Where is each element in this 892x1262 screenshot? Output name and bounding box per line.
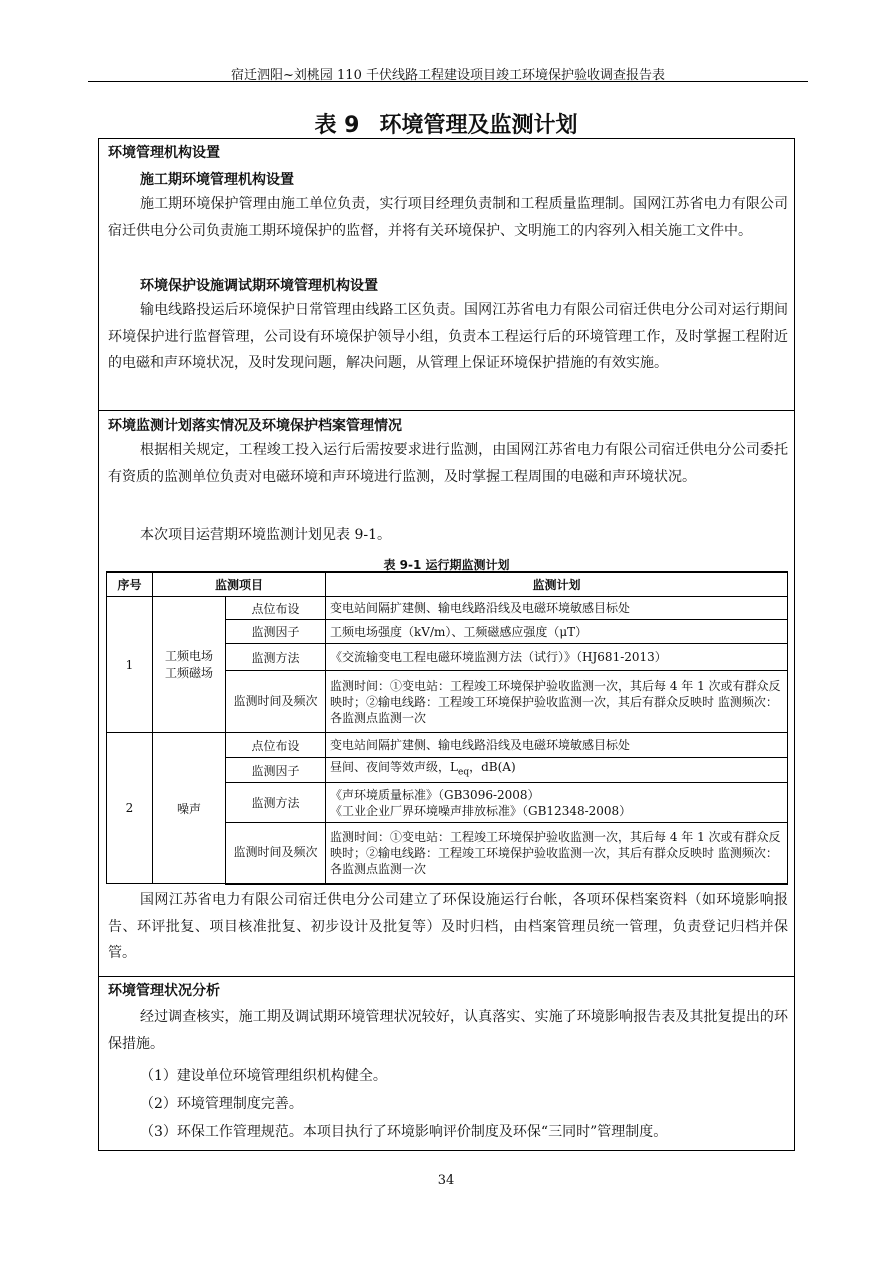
row-plan: 变电站间隔扩建侧、输电线路沿线及电磁环境敏感目标处 — [326, 597, 788, 620]
page-number: 34 — [437, 1173, 455, 1188]
group-seq: 1 — [107, 597, 153, 733]
monitoring-plan-table — [106, 571, 788, 885]
list-item: （3）环保工作管理规范。本项目执行了环境影响评价制度及环保“三同时”管理制度。 — [140, 1124, 668, 1140]
row-label: 监测时间及频次 — [226, 823, 326, 884]
paragraph-commissioning-period: 输电线路投运后环境保护日常管理由线路工区负责。国网江苏省电力有限公司宿迁供电分公司对运行期间环境保护进行监督管理，公司设有环境保护领导小组，负责本工程运行后的环境管理工作，及时掌握工程附近的电磁和声环境状况，及时发现问题，解决问题，从管理上保证环境保护措施的有效实施。 — [108, 302, 788, 371]
row-label: 监测方法 — [226, 783, 326, 823]
group-name: 噪声 — [153, 733, 226, 884]
row-plan: 变电站间隔扩建侧、输电线路沿线及电磁环境敏感目标处 — [326, 733, 788, 758]
content-frame — [98, 138, 795, 1151]
group-seq: 2 — [107, 733, 153, 884]
row-plan: 《交流输变电工程电磁环境监测方法（试行）》（HJ681-2013） — [326, 644, 788, 671]
section-heading-monitoring-plan: 环境监测计划落实情况及环境保护档案管理情况 — [108, 418, 402, 434]
header-item: 监测项目 — [153, 572, 326, 597]
plan-text: ，dB(A) — [469, 760, 516, 775]
table-row — [107, 597, 788, 620]
section-heading-management-analysis: 环境管理状况分析 — [108, 983, 220, 999]
paragraph-analysis: 经过调查核实，施工期及调试期环境管理状况较好，认真落实、实施了环境影响报告表及其批复提出的环保措施。 — [108, 1009, 788, 1052]
list-item: （2）环境管理制度完善。 — [140, 1096, 303, 1112]
subheading-construction-period: 施工期环境管理机构设置 — [140, 172, 294, 188]
page-title-number: 表 9 — [314, 113, 360, 138]
group-name: 工频电场 工频磁场 — [153, 597, 226, 733]
plan-subscript: eq — [458, 767, 470, 778]
paragraph-table-reference: 本次项目运营期环境监测计划见表 9-1。 — [140, 527, 391, 543]
paragraph-construction-period: 施工期环境保护管理由施工单位负责，实行项目经理负责制和工程质量监理制。国网江苏省电力有限公司宿迁供电分公司负责施工期环境保护的监督，并将有关环境保护、文明施工的内容列入相关施工文件中。 — [108, 196, 788, 239]
row-label: 监测方法 — [226, 644, 326, 671]
plan-text: 昼间、夜间等效声级，L — [330, 760, 458, 775]
subheading-commissioning-period: 环境保护设施调试期环境管理机构设置 — [140, 278, 378, 294]
row-label: 点位布设 — [226, 733, 326, 758]
row-label: 点位布设 — [226, 597, 326, 620]
table-caption: 表 9-1 运行期监测计划 — [383, 558, 510, 572]
row-plan — [326, 758, 788, 783]
paragraph-monitoring-requirement: 根据相关规定，工程竣工投入运行后需按要求进行监测，由国网江苏省电力有限公司宿迁供电分公司委托有资质的监测单位负责对电磁环境和声环境进行监测，及时掌握工程周围的电磁和声环境状况。 — [108, 442, 788, 485]
row-label: 监测因子 — [226, 758, 326, 783]
running-header: 宿迁泗阳~刘桃园 110 千伏线路工程建设项目竣工环境保护验收调查报告表 — [231, 68, 665, 83]
row-plan: 《声环境质量标准》（GB3096-2008） 《工业企业厂界环境噪声排放标准》（GB12348-2008） — [326, 783, 788, 823]
table-header-row — [107, 572, 788, 597]
header-rule — [88, 81, 808, 82]
page-title-text: 环境管理及监测计划 — [379, 113, 578, 138]
list-item: （1）建设单位环境管理组织机构健全。 — [140, 1068, 387, 1084]
section-divider — [99, 976, 794, 977]
row-plan: 监测时间：①变电站：工程竣工环境保护验收监测一次，其后每 4 年 1 次或有群众反映时；②输电线路：工程竣工环境保护验收监测一次，其后有群众反映时 监测频次：各监测点监测一次 — [326, 823, 788, 884]
header-seq: 序号 — [107, 572, 153, 597]
header-plan: 监测计划 — [326, 572, 788, 597]
page-title — [98, 108, 794, 139]
section-heading-management-org: 环境管理机构设置 — [108, 145, 220, 161]
row-label: 监测时间及频次 — [226, 671, 326, 733]
row-label: 监测因子 — [226, 620, 326, 644]
row-plan: 监测时间：①变电站：工程竣工环境保护验收监测一次，其后每 4 年 1 次或有群众反映时；②输电线路：工程竣工环境保护验收监测一次，其后有群众反映时 监测频次：各监测点监测一次 — [326, 671, 788, 733]
section-divider — [99, 410, 794, 411]
table-row — [107, 733, 788, 758]
row-plan: 工频电场强度（kV/m）、工频磁感应强度（μT） — [326, 620, 788, 644]
paragraph-archive-management: 国网江苏省电力有限公司宿迁供电分公司建立了环保设施运行台帐，各项环保档案资料（如环境影响报告、环评批复、项目核准批复、初步设计及批复等）及时归档，由档案管理员统一管理，负责登记归档并保管。 — [108, 892, 788, 961]
